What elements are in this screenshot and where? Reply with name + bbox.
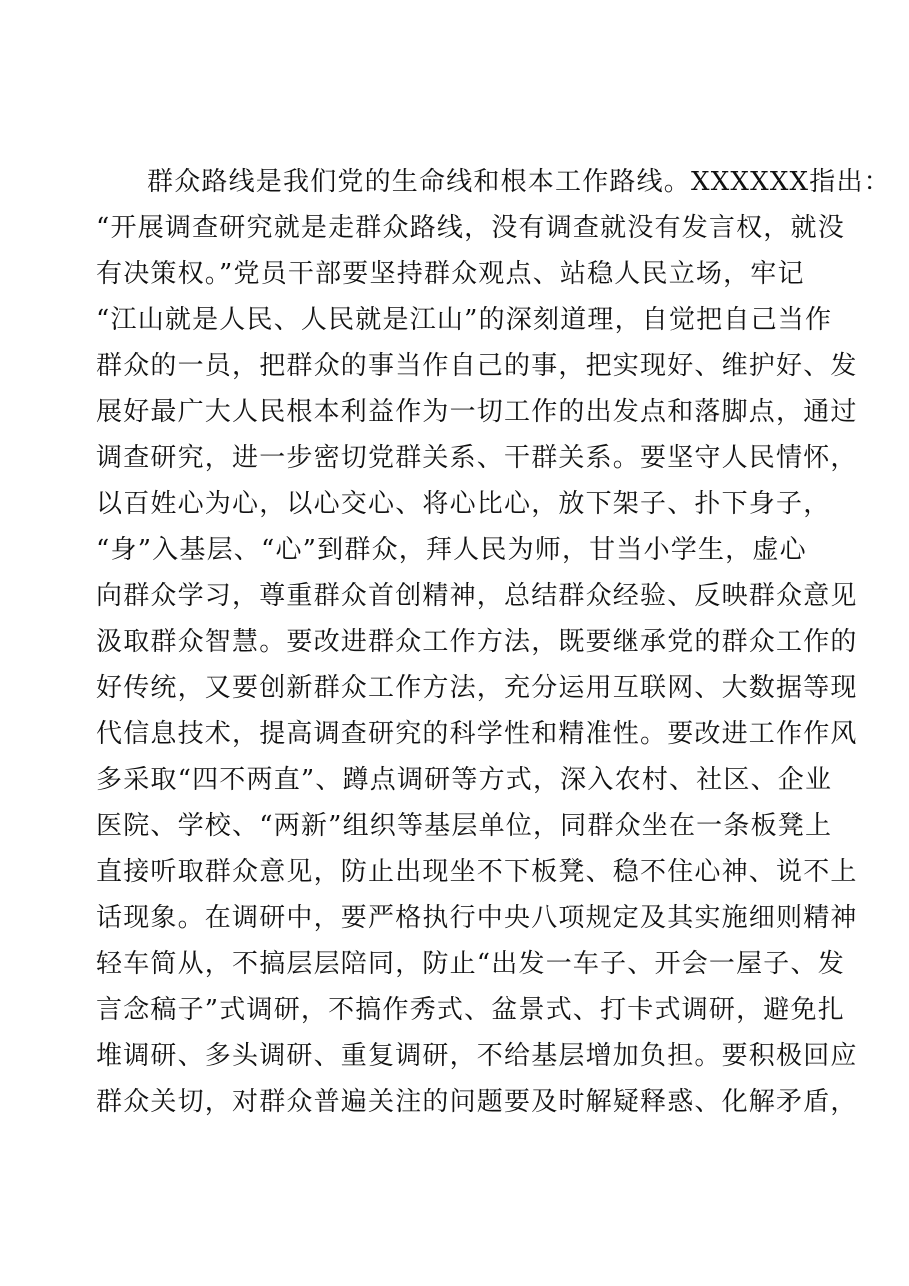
paragraph-line-3: 有决策权。”党员干部要坚持群众观点、站稳人民立场，牢记	[96, 259, 805, 289]
paragraph-line-14: 多采取“四不两直”、蹲点调研等方式，深入农村、社区、企业	[96, 765, 833, 795]
paragraph-line-21: 群众关切，对群众普遍关注的问题要及时解疑释惑、化解矛盾，	[96, 1087, 858, 1117]
paragraph-line-12: 好传统，又要创新群众工作方法，充分运用互联网、大数据等现	[96, 673, 858, 703]
paragraph-line-8: 以百姓心为心，以心交心、将心比心，放下架子、扑下身子，	[96, 489, 831, 519]
paragraph-line-1: 群众路线是我们党的生命线和根本工作路线。XXXXXX指出：	[147, 167, 891, 197]
paragraph-line-11: 汲取群众智慧。要改进群众工作方法，既要继承党的群众工作的	[96, 627, 858, 657]
paragraph-line-17: 话现象。在调研中，要严格执行中央八项规定及其实施细则精神	[96, 903, 858, 933]
paragraph-line-13: 代信息技术，提高调查研究的科学性和精准性。要改进工作作风	[96, 719, 858, 749]
paragraph-line-10: 向群众学习，尊重群众首创精神，总结群众经验、反映群众意见	[96, 581, 858, 611]
paragraph-line-4: “江山就是人民、人民就是江山”的深刻道理，自觉把自己当作	[96, 305, 833, 335]
paragraph-line-6: 展好最广大人民根本利益作为一切工作的出发点和落脚点，通过	[96, 397, 858, 427]
paragraph-line-5: 群众的一员，把群众的事当作自己的事，把实现好、维护好、发	[96, 351, 858, 381]
paragraph-line-15: 医院、学校、“两新”组织等基层单位，同群众坐在一条板凳上	[96, 811, 833, 841]
paragraph-line-19: 言念稿子”式调研，不搞作秀式、盆景式、打卡式调研，避免扎	[96, 995, 845, 1025]
paragraph-line-2: “开展调查研究就是走群众路线，没有调查就没有发言权，就没	[96, 213, 845, 243]
paragraph-line-16: 直接听取群众意见，防止出现坐不下板凳、稳不住心神、说不上	[96, 857, 858, 887]
paragraph-line-7: 调查研究，进一步密切党群关系、干群关系。要坚守人民情怀，	[96, 443, 858, 473]
paragraph-line-9: “身”入基层、“心”到群众，拜人民为师，甘当小学生，虚心	[96, 535, 807, 565]
paragraph-line-20: 堆调研、多头调研、重复调研，不给基层增加负担。要积极回应	[96, 1041, 858, 1071]
paragraph-line-18: 轻车简从，不搞层层陪同，防止“出发一车子、开会一屋子、发	[96, 949, 845, 979]
